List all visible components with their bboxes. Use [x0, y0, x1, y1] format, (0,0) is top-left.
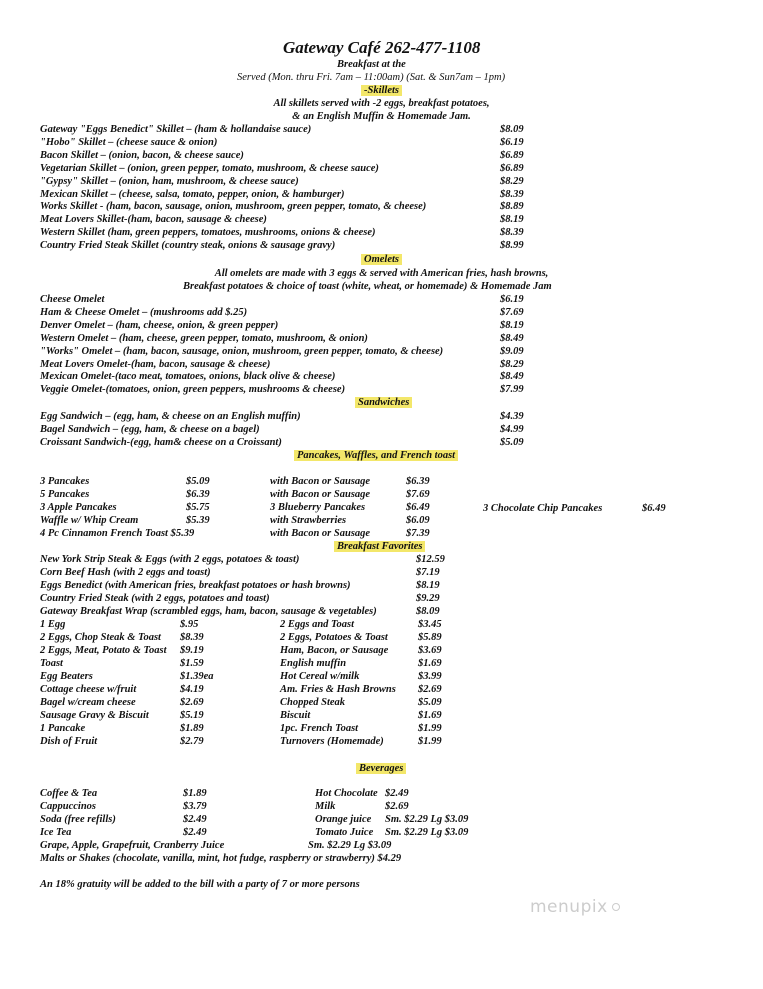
item-price: $12.59	[416, 554, 445, 565]
item-price: $5.75	[186, 502, 210, 513]
item-addon-price: $6.39	[406, 476, 430, 487]
extra-pancake-name: 3 Chocolate Chip Pancakes	[483, 503, 603, 514]
item-price: $8.39	[180, 632, 204, 643]
item-price: $8.89	[500, 201, 524, 213]
item-price: $5.39	[186, 515, 210, 526]
item-name: Waffle w/ Whip Cream	[40, 515, 139, 526]
item-price: $8.09	[416, 606, 440, 617]
item-price: Sm. $2.29 Lg $3.09	[385, 827, 469, 838]
favorites-heading: Breakfast Favorites	[334, 541, 425, 553]
item-addon-price: $7.69	[406, 489, 430, 500]
item-name: Bagel Sandwich – (egg, ham, & cheese on a bagel)	[40, 424, 260, 435]
item-price: $.95	[180, 619, 199, 630]
item-name: Croissant Sandwich-(egg, ham& cheese on a Croissant)	[40, 437, 282, 448]
item-name: Orange juice	[315, 814, 372, 825]
item-price: $6.39	[186, 489, 210, 500]
item-price: $2.49	[183, 814, 207, 825]
item-price: $8.39	[500, 188, 524, 200]
item-name: 1pc. French Toast	[280, 723, 359, 734]
item-price: $7.99	[500, 384, 524, 396]
item-price: $4.19	[180, 684, 204, 695]
item-name: Ham & Cheese Omelet – (mushrooms add $.25)	[40, 306, 248, 318]
item-name: Turnovers (Homemade)	[280, 736, 384, 747]
item-name: "Works" Omelet – (ham, bacon, sausage, onion, mushroom, green pepper, tomato, & cheese)	[40, 345, 444, 357]
item-name: 1 Pancake	[40, 723, 86, 734]
item-price: $1.39ea	[180, 671, 214, 682]
item-name: Egg Sandwich – (egg, ham, & cheese on an English muffin)	[40, 411, 301, 422]
item-price: $3.69	[418, 645, 442, 656]
item-name: Western Skillet (ham, green peppers, tomatoes, mushrooms, onions & cheese)	[40, 227, 376, 239]
omelets-note: Breakfast potatoes & choice of toast (white, wheat, or homemade) & Homemade Jam	[183, 281, 552, 292]
item-name: 3 Apple Pancakes	[40, 502, 117, 513]
item-price: $5.09	[186, 476, 210, 487]
item-name: Bacon Skillet – (onion, bacon, & cheese sauce)	[40, 149, 244, 161]
item-name: 2 Eggs, Potatoes & Toast	[280, 632, 388, 643]
item-name: 4 Pc Cinnamon French Toast $5.39	[40, 528, 195, 539]
item-name: "Hobo" Skillet – (cheese sauce & onion)	[40, 136, 218, 148]
skillets-heading: -Skillets	[0, 85, 763, 97]
omelets-heading: Omelets	[0, 254, 763, 266]
item-price: $9.09	[500, 345, 524, 357]
item-name: Biscuit	[280, 710, 311, 721]
item-name: Ham, Bacon, or Sausage	[280, 645, 389, 656]
grape-juice-name: Grape, Apple, Grapefruit, Cranberry Juice	[40, 840, 225, 851]
skillets-note: All skillets served with -2 eggs, breakfast potatoes,	[273, 98, 490, 109]
item-name: Gateway Breakfast Wrap (scrambled eggs, ham, bacon, sausage & vegetables)	[40, 606, 377, 617]
item-price: $8.19	[500, 214, 524, 226]
item-name: 2 Eggs and Toast	[280, 619, 355, 630]
item-name: Sausage Gravy & Biscuit	[40, 710, 149, 721]
item-price: $8.19	[500, 319, 524, 331]
item-addon-price: $6.49	[406, 502, 430, 513]
item-name: Ice Tea	[40, 827, 72, 838]
sandwiches-heading: Sandwiches	[355, 397, 412, 409]
item-price: $3.99	[418, 671, 442, 682]
item-price: $8.29	[500, 175, 524, 187]
grape-juice-price: Sm. $2.29 Lg $3.09	[308, 840, 392, 851]
item-name: Vegetarian Skillet – (onion, green pepper, tomato, mushroom, & cheese sauce)	[40, 162, 379, 174]
item-name: Toast	[40, 658, 63, 669]
item-price: $4.99	[500, 424, 524, 435]
item-name: 2 Eggs, Chop Steak & Toast	[40, 632, 161, 643]
item-name: Eggs Benedict (with American fries, breakfast potatoes or hash browns)	[40, 580, 351, 591]
watermark-dot-icon	[612, 903, 620, 911]
item-price: $8.29	[500, 358, 524, 370]
hours: Served (Mon. thru Fri. 7am – 11:00am) (Sat. & Sun7am – 1pm)	[237, 72, 506, 83]
item-price: $2.79	[180, 736, 204, 747]
subtitle: Breakfast at the	[337, 59, 406, 70]
item-price: $2.49	[183, 827, 207, 838]
item-name: Gateway "Eggs Benedict" Skillet – (ham & hollandaise sauce)	[40, 124, 312, 135]
item-price: Sm. $2.29 Lg $3.09	[385, 814, 469, 825]
item-name: "Gypsy" Skillet – (onion, ham, mushroom, & cheese sauce)	[40, 175, 299, 187]
item-price: $1.89	[183, 788, 207, 799]
item-addon: with Bacon or Sausage	[270, 528, 371, 539]
item-name: Hot Cereal w/milk	[280, 671, 360, 682]
watermark: menupix	[530, 897, 620, 917]
malts-shakes: Malts or Shakes (chocolate, vanilla, mint, hot fudge, raspberry or strawberry) $4.29	[40, 853, 402, 864]
item-price: $8.49	[500, 371, 524, 383]
item-name: Cheese Omelet	[40, 294, 105, 305]
item-addon-price: $6.09	[406, 515, 430, 526]
item-price: $6.19	[500, 136, 524, 148]
item-name: English muffin	[280, 658, 347, 669]
item-price: $1.99	[418, 736, 442, 747]
item-addon: with Bacon or Sausage	[270, 489, 371, 500]
item-price: $6.89	[500, 162, 524, 174]
item-price: $3.79	[183, 801, 207, 812]
skillets-note: & an English Muffin & Homemade Jam.	[292, 111, 471, 122]
item-name: Am. Fries & Hash Browns	[280, 684, 396, 695]
item-price: $9.19	[180, 645, 204, 656]
beverages-heading: Beverages	[356, 763, 406, 775]
item-price: $7.69	[500, 306, 524, 318]
item-name: Soda (free refills)	[40, 814, 116, 825]
item-addon-price: $7.39	[406, 528, 430, 539]
item-name: Tomato Juice	[315, 827, 374, 838]
item-price: $1.89	[180, 723, 204, 734]
item-price: $5.09	[500, 437, 524, 448]
item-name: Cottage cheese w/fruit	[40, 684, 137, 695]
item-name: 3 Pancakes	[40, 476, 90, 487]
item-price: $5.09	[418, 697, 442, 708]
item-price: $1.59	[180, 658, 204, 669]
item-name: Bagel w/cream cheese	[40, 697, 136, 708]
item-name: 2 Eggs, Meat, Potato & Toast	[40, 645, 167, 656]
item-price: $6.19	[500, 294, 524, 305]
item-name: Chopped Steak	[280, 697, 346, 708]
item-name: Milk	[315, 801, 336, 812]
item-name: Country Fried Steak Skillet (country steak, onions & sausage gravy)	[40, 240, 336, 252]
item-name: Meat Lovers Skillet-(ham, bacon, sausage & cheese)	[40, 214, 267, 226]
item-addon: with Bacon or Sausage	[270, 476, 371, 487]
item-name: New York Strip Steak & Eggs (with 2 eggs, potatoes & toast)	[40, 554, 300, 565]
item-name: Hot Chocolate	[315, 788, 378, 799]
omelets-note: All omelets are made with 3 eggs & served with American fries, hash browns,	[214, 268, 549, 279]
item-price: $1.69	[418, 658, 442, 669]
item-name: Mexican Omelet-(taco meat, tomatoes, onions, black olive & cheese)	[40, 371, 336, 383]
item-name: Denver Omelet – (ham, cheese, onion, & green pepper)	[40, 319, 279, 331]
item-price: $8.99	[500, 240, 524, 252]
item-name: Dish of Fruit	[40, 736, 98, 747]
item-price: $6.89	[500, 149, 524, 161]
item-price: $8.09	[500, 124, 524, 135]
item-price: $7.19	[416, 567, 440, 578]
item-name: 1 Egg	[40, 619, 66, 630]
pancakes-heading: Pancakes, Waffles, and French toast	[294, 450, 458, 462]
item-name: Mexican Skillet – (cheese, salsa, tomato, pepper, onion, & hamburger)	[40, 188, 345, 200]
item-price: $2.69	[180, 697, 204, 708]
item-price: $4.39	[500, 411, 524, 422]
item-name: Meat Lovers Omelet-(ham, bacon, sausage & cheese)	[40, 358, 271, 370]
item-name: Country Fried Steak (with 2 eggs, potatoes and toast)	[40, 593, 270, 604]
item-price: $8.39	[500, 227, 524, 239]
item-price: $5.89	[418, 632, 442, 643]
item-name: Cappuccinos	[40, 801, 97, 812]
item-price: $8.19	[416, 580, 440, 591]
item-price: $2.69	[418, 684, 442, 695]
item-price: $3.45	[418, 619, 442, 630]
item-name: Western Omelet – (ham, cheese, green pepper, tomato, mushroom, & onion)	[40, 332, 368, 344]
item-price: $9.29	[416, 593, 440, 604]
item-name: Works Skillet - (ham, bacon, sausage, onion, mushroom, green pepper, tomato, & cheese)	[40, 201, 427, 213]
gratuity-note: An 18% gratuity will be added to the bill with a party of 7 or more persons	[40, 879, 360, 890]
item-name: Veggie Omelet-(tomatoes, onion, green peppers, mushrooms & cheese)	[40, 384, 346, 396]
item-name: Coffee & Tea	[40, 788, 98, 799]
item-price: $2.69	[385, 801, 409, 812]
item-price: $1.69	[418, 710, 442, 721]
page-title: Gateway Café 262-477-1108	[283, 38, 481, 57]
item-name: Corn Beef Hash (with 2 eggs and toast)	[40, 567, 211, 578]
item-price: $5.19	[180, 710, 204, 721]
item-name: 5 Pancakes	[40, 489, 90, 500]
item-price: $8.49	[500, 332, 524, 344]
item-name: Egg Beaters	[40, 671, 93, 682]
item-price: $2.49	[385, 788, 409, 799]
extra-pancake-price: $6.49	[642, 503, 666, 514]
item-addon: 3 Blueberry Pancakes	[270, 502, 366, 513]
item-addon: with Strawberries	[270, 515, 347, 526]
item-price: $1.99	[418, 723, 442, 734]
